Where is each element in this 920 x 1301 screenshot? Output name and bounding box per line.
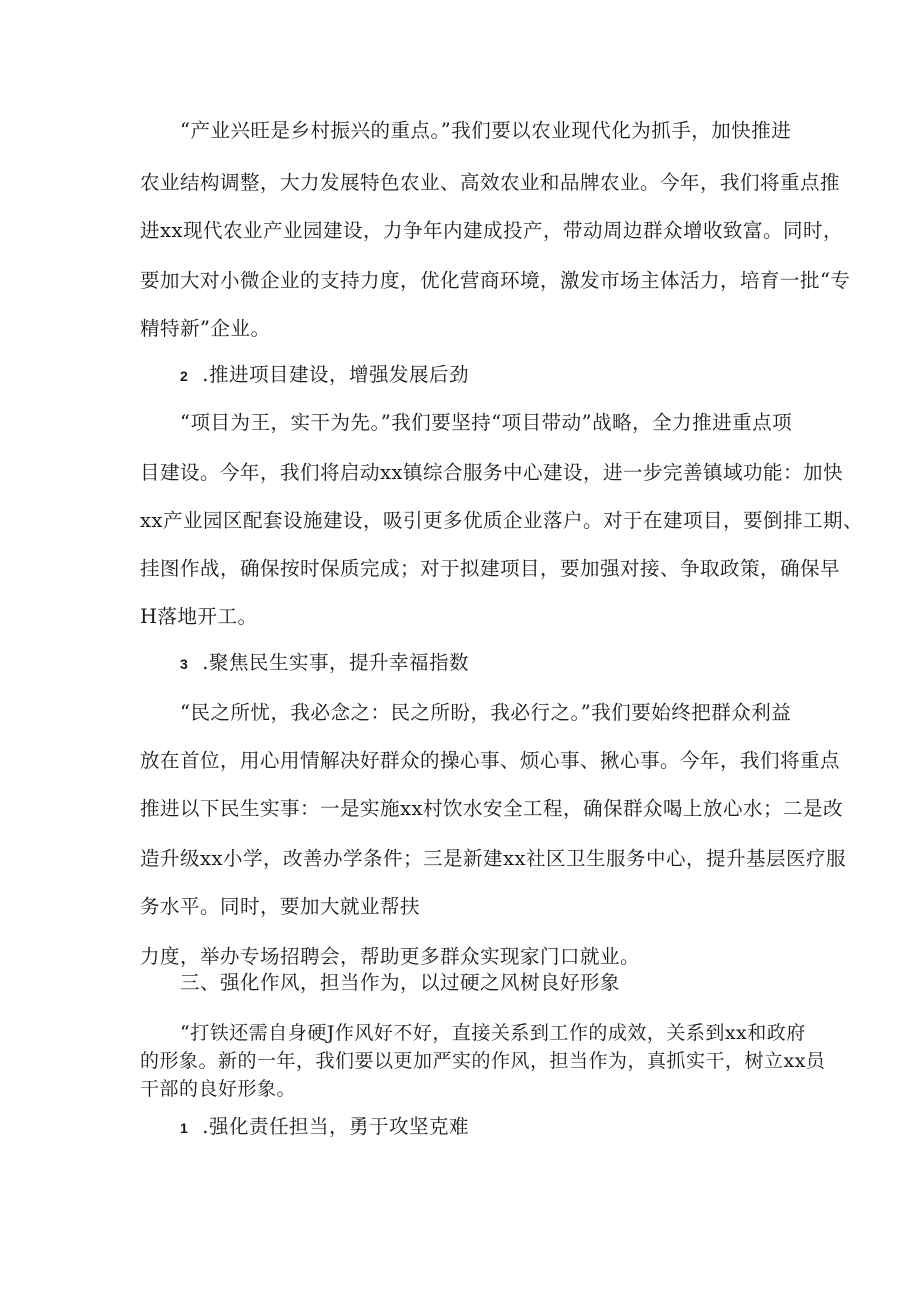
paragraph-line: 农业结构调整，大力发展特色农业、高效农业和品牌农业。今年，我们将重点推 bbox=[140, 171, 841, 194]
paragraph-line: 目建设。今年，我们将启动xx镇综合服务中心建设，进一步完善镇域功能：加快 bbox=[140, 461, 843, 484]
paragraph-line: 挂图作战，确保按时保质完成；对于拟建项目，要加强对接、争取政策，确保早 bbox=[140, 557, 841, 580]
section-title: 三、强化作风，担当作为，以过硬之风树良好形象 bbox=[180, 971, 621, 994]
paragraph-line: H落地开工。 bbox=[140, 605, 258, 628]
paragraph-line: 放在首位，用心用情解决好群众的操心事、烦心事、揪心事。今年，我们将重点 bbox=[140, 749, 841, 772]
paragraph-line: 干部的良好形象。 bbox=[140, 1078, 297, 1100]
paragraph-line: “打铁还需自身硬J作风好不好，直接关系到工作的成效，关系到xx和政府 bbox=[180, 1022, 806, 1044]
paragraph-line: 推进以下民生实事：一是实施xx村饮水安全工程，确保群众喝上放心水；二是改 bbox=[140, 797, 843, 820]
paragraph-line: 造升级xx小学，改善办学条件；三是新建xx社区卫生服务中心，提升基层医疗服 bbox=[140, 847, 846, 870]
paragraph-line: “产业兴旺是乡村振兴的重点。”我们要以农业现代化为抓手，加快推进 bbox=[180, 119, 792, 142]
paragraph-line: “民之所忧，我必念之：民之所盼，我必行之。”我们要始终把群众利益 bbox=[180, 701, 792, 724]
paragraph-line: 的形象。新的一年，我们要以更加严实的作风，担当作为，真抓实干，树立xx员 bbox=[140, 1050, 826, 1072]
heading-number: 2 bbox=[180, 368, 189, 384]
paragraph-line: 进xx现代农业产业园建设，力争年内建成投产，带动周边群众增收致富。同时， bbox=[140, 219, 843, 242]
paragraph-line: 务水平。同时，要加大就业帮扶 bbox=[140, 895, 421, 918]
paragraph-line: 精特新”企业。 bbox=[140, 317, 271, 340]
paragraph-line: “项目为王，实干为先。”我们要坚持“项目带动”战略，全力推进重点项 bbox=[180, 411, 793, 434]
paragraph-line: xx产业园区配套设施建设，吸引更多优质企业落户。对于在建项目，要倒排工期、 bbox=[140, 509, 863, 532]
section-heading bbox=[180, 362, 840, 389]
heading-text: .推进项目建设，增强发展后劲 bbox=[202, 363, 469, 386]
paragraph-line: 要加大对小微企业的支持力度，优化营商环境，激发市场主体活力，培育一批“专 bbox=[140, 269, 851, 292]
section-heading bbox=[180, 650, 840, 677]
heading-text: .聚焦民生实事，提升幸福指数 bbox=[202, 651, 469, 674]
section-heading bbox=[180, 1114, 840, 1141]
heading-number: 1 bbox=[180, 1120, 189, 1136]
heading-number: 3 bbox=[180, 656, 189, 672]
paragraph-line: 力度，举办专场招聘会，帮助更多群众实现家门口就业。 bbox=[140, 945, 641, 968]
heading-text: .强化责任担当，勇于攻坚克难 bbox=[202, 1115, 469, 1138]
